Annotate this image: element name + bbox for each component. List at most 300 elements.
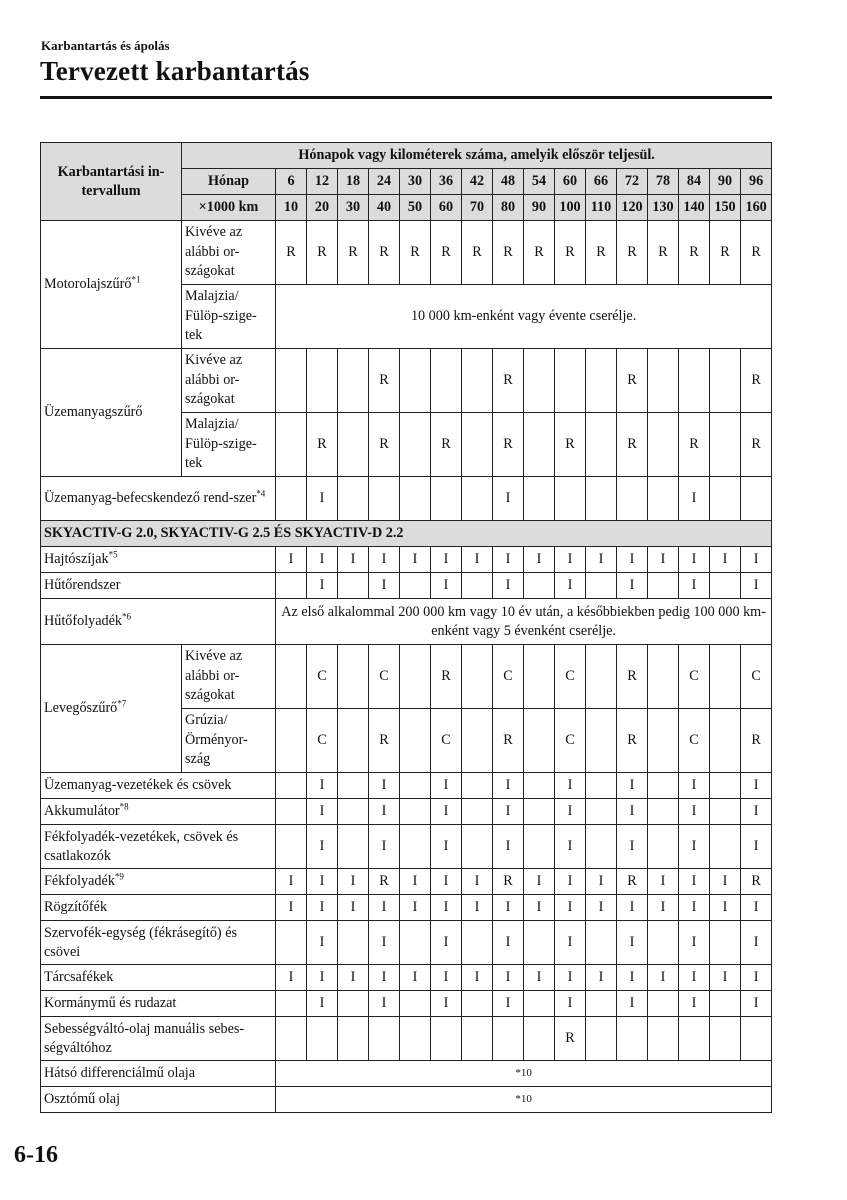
schedule-cell: I — [648, 869, 679, 895]
schedule-cell: R — [617, 413, 648, 477]
region-label: Kivéve az alábbi or-szágokat — [182, 645, 276, 709]
km-header: 90 — [524, 195, 555, 221]
schedule-cell: R — [369, 709, 400, 773]
schedule-cell: C — [431, 709, 462, 773]
item-name: Hűtőrendszer — [44, 577, 121, 593]
schedule-cell: I — [679, 773, 710, 799]
schedule-cell: I — [617, 825, 648, 869]
schedule-cell: I — [307, 991, 338, 1017]
footnote-ref: *1 — [131, 274, 141, 285]
schedule-cell: I — [679, 991, 710, 1017]
schedule-cell: I — [617, 799, 648, 825]
schedule-cell: I — [462, 547, 493, 573]
schedule-cell — [648, 477, 679, 521]
item-name: Kormánymű és rudazat — [44, 995, 177, 1011]
schedule-cell: R — [741, 413, 772, 477]
month-header: 24 — [369, 169, 400, 195]
schedule-cell: I — [369, 799, 400, 825]
schedule-cell — [462, 477, 493, 521]
schedule-cell: R — [555, 221, 586, 285]
schedule-cell: R — [741, 709, 772, 773]
schedule-cell: I — [307, 869, 338, 895]
schedule-cell: I — [555, 573, 586, 599]
item-name: Osztómű olaj — [44, 1091, 121, 1107]
schedule-cell: I — [307, 477, 338, 521]
schedule-cell: R — [307, 221, 338, 285]
schedule-cell — [617, 477, 648, 521]
schedule-cell — [369, 477, 400, 521]
schedule-cell — [555, 477, 586, 521]
schedule-cell: I — [586, 965, 617, 991]
schedule-cell — [400, 645, 431, 709]
schedule-cell — [586, 573, 617, 599]
schedule-cell: R — [307, 413, 338, 477]
schedule-cell — [307, 349, 338, 413]
schedule-cell: I — [555, 991, 586, 1017]
schedule-cell: I — [307, 921, 338, 965]
schedule-cell: R — [617, 869, 648, 895]
span-header: Hónapok vagy kilométerek száma, amelyik először teljesül. — [182, 143, 772, 169]
schedule-cell — [524, 477, 555, 521]
schedule-cell — [524, 573, 555, 599]
schedule-cell — [431, 349, 462, 413]
schedule-cell: I — [555, 869, 586, 895]
span-text: *10 — [276, 1087, 772, 1113]
month-header: 12 — [307, 169, 338, 195]
schedule-cell: I — [493, 573, 524, 599]
schedule-cell — [462, 645, 493, 709]
item-label — [41, 921, 276, 965]
schedule-cell: R — [493, 221, 524, 285]
schedule-cell: R — [338, 221, 369, 285]
km-label: ×1000 km — [182, 195, 276, 221]
span-text: *10 — [276, 1061, 772, 1087]
schedule-cell: I — [741, 991, 772, 1017]
interval-header: Karbantartási in-tervallum — [41, 143, 182, 221]
schedule-cell: C — [679, 645, 710, 709]
schedule-cell: R — [369, 349, 400, 413]
schedule-cell — [338, 709, 369, 773]
item-label — [41, 573, 276, 599]
schedule-cell — [710, 773, 741, 799]
footnote-ref: *5 — [108, 549, 118, 560]
schedule-cell: C — [555, 709, 586, 773]
item-name: Fékfolyadék-vezetékek, csövek és csatlakozók — [44, 828, 239, 864]
schedule-cell — [586, 645, 617, 709]
schedule-cell: I — [710, 869, 741, 895]
schedule-cell — [617, 1017, 648, 1061]
schedule-cell — [586, 349, 617, 413]
schedule-cell — [431, 1017, 462, 1061]
schedule-cell — [400, 709, 431, 773]
item-name: Rögzítőfék — [44, 899, 108, 915]
item-name: Hátsó differenciálmű olaja — [44, 1065, 196, 1081]
schedule-cell: I — [679, 869, 710, 895]
footnote-ref: *7 — [117, 698, 127, 709]
item-name: Levegőszűrő — [44, 700, 118, 716]
schedule-cell — [586, 825, 617, 869]
schedule-cell — [586, 773, 617, 799]
schedule-cell — [400, 573, 431, 599]
schedule-cell: I — [679, 965, 710, 991]
item-name: Üzemanyag-vezetékek és csövek — [44, 777, 232, 793]
schedule-cell: I — [617, 965, 648, 991]
region-label: Kivéve az alábbi or-szágokat — [182, 349, 276, 413]
month-header: 48 — [493, 169, 524, 195]
schedule-cell: I — [741, 547, 772, 573]
schedule-cell: I — [431, 573, 462, 599]
schedule-cell: I — [679, 895, 710, 921]
schedule-cell: I — [307, 895, 338, 921]
schedule-cell: I — [431, 773, 462, 799]
span-text: 10 000 km-enként vagy évente cserélje. — [276, 285, 772, 349]
page-title: Tervezett karbantartás — [40, 56, 310, 86]
item-name: Tárcsafékek — [44, 969, 114, 985]
schedule-cell — [400, 413, 431, 477]
schedule-cell: R — [431, 413, 462, 477]
footnote-ref: *4 — [256, 488, 266, 499]
km-header: 160 — [741, 195, 772, 221]
schedule-cell: I — [338, 547, 369, 573]
km-header: 80 — [493, 195, 524, 221]
schedule-cell: I — [524, 965, 555, 991]
month-header: 54 — [524, 169, 555, 195]
schedule-cell — [338, 573, 369, 599]
schedule-cell: I — [400, 965, 431, 991]
schedule-cell — [276, 349, 307, 413]
schedule-cell: I — [338, 895, 369, 921]
item-name: Akkumulátor — [44, 803, 120, 819]
schedule-cell: I — [741, 825, 772, 869]
schedule-cell: I — [679, 825, 710, 869]
schedule-cell: I — [617, 991, 648, 1017]
schedule-cell — [462, 825, 493, 869]
schedule-cell — [524, 645, 555, 709]
schedule-cell — [710, 799, 741, 825]
km-header: 150 — [710, 195, 741, 221]
schedule-cell: I — [431, 921, 462, 965]
schedule-cell: I — [431, 895, 462, 921]
schedule-cell: I — [710, 547, 741, 573]
schedule-cell — [276, 773, 307, 799]
schedule-cell: C — [493, 645, 524, 709]
item-name: Hajtószíjak — [44, 551, 109, 567]
item-name: Üzemanyagszűrő — [44, 404, 143, 420]
schedule-cell: I — [679, 573, 710, 599]
schedule-cell — [710, 1017, 741, 1061]
section-label: Karbantartás és ápolás — [41, 38, 170, 53]
month-header: 84 — [679, 169, 710, 195]
schedule-cell — [462, 773, 493, 799]
schedule-cell — [276, 413, 307, 477]
schedule-cell: I — [462, 965, 493, 991]
schedule-cell: I — [400, 547, 431, 573]
item-label — [41, 1087, 276, 1113]
schedule-cell: I — [741, 965, 772, 991]
schedule-cell: I — [741, 773, 772, 799]
schedule-cell — [462, 799, 493, 825]
schedule-cell: I — [524, 869, 555, 895]
schedule-cell: I — [338, 869, 369, 895]
schedule-cell — [710, 709, 741, 773]
schedule-cell: I — [338, 965, 369, 991]
schedule-cell: I — [741, 921, 772, 965]
schedule-cell: C — [555, 645, 586, 709]
schedule-cell: R — [369, 869, 400, 895]
schedule-cell — [400, 825, 431, 869]
month-header: 72 — [617, 169, 648, 195]
schedule-cell: I — [493, 799, 524, 825]
schedule-cell — [710, 825, 741, 869]
schedule-cell — [710, 991, 741, 1017]
schedule-cell: I — [555, 773, 586, 799]
schedule-cell: R — [679, 221, 710, 285]
km-header: 30 — [338, 195, 369, 221]
km-header: 110 — [586, 195, 617, 221]
schedule-cell: I — [369, 773, 400, 799]
schedule-cell — [462, 709, 493, 773]
schedule-cell — [400, 349, 431, 413]
schedule-cell: I — [586, 547, 617, 573]
schedule-cell: I — [307, 547, 338, 573]
schedule-cell: R — [431, 645, 462, 709]
schedule-cell: I — [493, 991, 524, 1017]
schedule-cell: I — [648, 965, 679, 991]
schedule-cell — [276, 645, 307, 709]
schedule-cell — [276, 1017, 307, 1061]
schedule-cell: C — [307, 709, 338, 773]
schedule-cell — [648, 349, 679, 413]
schedule-cell: I — [741, 895, 772, 921]
schedule-cell: R — [710, 221, 741, 285]
month-header: 90 — [710, 169, 741, 195]
month-header: 18 — [338, 169, 369, 195]
schedule-cell — [338, 773, 369, 799]
schedule-cell — [400, 921, 431, 965]
schedule-cell — [524, 921, 555, 965]
schedule-cell: I — [741, 573, 772, 599]
schedule-cell: I — [493, 965, 524, 991]
schedule-cell — [679, 1017, 710, 1061]
schedule-cell: I — [307, 573, 338, 599]
schedule-cell — [338, 477, 369, 521]
schedule-cell — [338, 1017, 369, 1061]
km-header: 20 — [307, 195, 338, 221]
schedule-cell — [338, 349, 369, 413]
schedule-cell: I — [555, 965, 586, 991]
schedule-cell: I — [369, 965, 400, 991]
month-header: 36 — [431, 169, 462, 195]
schedule-cell — [648, 921, 679, 965]
schedule-cell: I — [524, 895, 555, 921]
km-header: 40 — [369, 195, 400, 221]
schedule-cell — [369, 1017, 400, 1061]
item-name: Motorolajszűrő — [44, 276, 132, 292]
schedule-cell: I — [617, 921, 648, 965]
km-header: 120 — [617, 195, 648, 221]
month-header: 60 — [555, 169, 586, 195]
schedule-cell — [462, 573, 493, 599]
region-label: Grúzia/ Örményor-szág — [182, 709, 276, 773]
schedule-cell: R — [555, 413, 586, 477]
schedule-cell: I — [431, 799, 462, 825]
schedule-cell — [524, 1017, 555, 1061]
schedule-cell — [648, 825, 679, 869]
schedule-cell: I — [679, 547, 710, 573]
schedule-cell: I — [462, 869, 493, 895]
schedule-cell — [400, 991, 431, 1017]
item-name: Üzemanyag-befecskendező rend-szer — [44, 490, 257, 506]
schedule-cell — [524, 825, 555, 869]
schedule-cell — [710, 413, 741, 477]
region-label: Kivéve az alábbi or-szágokat — [182, 221, 276, 285]
km-header: 10 — [276, 195, 307, 221]
schedule-cell — [710, 645, 741, 709]
schedule-cell: R — [462, 221, 493, 285]
schedule-cell: R — [617, 221, 648, 285]
schedule-cell: I — [555, 547, 586, 573]
schedule-cell — [276, 991, 307, 1017]
schedule-cell — [524, 773, 555, 799]
schedule-cell — [462, 921, 493, 965]
schedule-cell — [276, 477, 307, 521]
schedule-cell — [710, 477, 741, 521]
schedule-cell: I — [586, 869, 617, 895]
schedule-cell — [338, 645, 369, 709]
item-name: Sebességváltó-olaj manuális sebes-ségváltóhoz — [44, 1020, 245, 1056]
schedule-cell: I — [710, 965, 741, 991]
schedule-cell: I — [369, 825, 400, 869]
schedule-cell — [710, 573, 741, 599]
schedule-cell — [462, 413, 493, 477]
schedule-cell: R — [617, 709, 648, 773]
page-number: 6-16 — [14, 1142, 58, 1168]
schedule-cell: I — [307, 773, 338, 799]
item-name: Szervofék-egység (fékrásegítő) és csövei — [44, 924, 238, 960]
schedule-cell — [524, 709, 555, 773]
schedule-cell: C — [679, 709, 710, 773]
schedule-cell: I — [276, 965, 307, 991]
schedule-cell: R — [493, 413, 524, 477]
schedule-cell: I — [307, 799, 338, 825]
footnote-ref: *9 — [114, 871, 124, 882]
schedule-cell: I — [617, 773, 648, 799]
schedule-cell: I — [369, 895, 400, 921]
schedule-cell: R — [493, 709, 524, 773]
maintenance-schedule-table — [40, 142, 772, 1113]
schedule-cell: I — [493, 921, 524, 965]
region-label: Malajzia/ Fülöp-szige-tek — [182, 285, 276, 349]
schedule-cell — [276, 573, 307, 599]
schedule-cell — [586, 477, 617, 521]
schedule-cell: I — [462, 895, 493, 921]
schedule-cell — [741, 1017, 772, 1061]
schedule-cell: I — [710, 895, 741, 921]
schedule-cell — [586, 799, 617, 825]
schedule-cell — [648, 709, 679, 773]
item-label — [41, 799, 276, 825]
item-label — [41, 599, 276, 645]
schedule-cell: R — [524, 221, 555, 285]
schedule-cell — [710, 921, 741, 965]
schedule-cell: I — [369, 921, 400, 965]
schedule-cell: I — [524, 547, 555, 573]
schedule-cell: I — [617, 895, 648, 921]
schedule-cell: R — [617, 349, 648, 413]
schedule-cell — [307, 1017, 338, 1061]
schedule-cell: I — [276, 869, 307, 895]
group-heading: SKYACTIV-G 2.0, SKYACTIV-G 2.5 ÉS SKYACTIV-D 2.2 — [41, 521, 772, 547]
schedule-cell: I — [617, 547, 648, 573]
schedule-cell: I — [400, 895, 431, 921]
title-rule — [40, 96, 772, 99]
schedule-cell: I — [493, 477, 524, 521]
schedule-cell — [679, 349, 710, 413]
schedule-cell — [338, 825, 369, 869]
schedule-cell: I — [431, 547, 462, 573]
schedule-cell: I — [741, 799, 772, 825]
schedule-cell — [648, 413, 679, 477]
schedule-cell — [586, 413, 617, 477]
month-header: 78 — [648, 169, 679, 195]
schedule-cell — [586, 1017, 617, 1061]
item-label — [41, 773, 276, 799]
schedule-cell — [586, 921, 617, 965]
month-header: 96 — [741, 169, 772, 195]
schedule-cell — [338, 921, 369, 965]
schedule-cell: R — [431, 221, 462, 285]
schedule-cell: R — [741, 869, 772, 895]
schedule-cell: I — [431, 869, 462, 895]
schedule-cell — [555, 349, 586, 413]
footnote-ref: *8 — [119, 801, 129, 812]
schedule-cell: I — [555, 825, 586, 869]
schedule-cell: I — [493, 547, 524, 573]
item-label — [41, 645, 182, 773]
item-label — [41, 991, 276, 1017]
schedule-cell: R — [555, 1017, 586, 1061]
schedule-cell — [276, 921, 307, 965]
schedule-cell: I — [679, 921, 710, 965]
schedule-cell: C — [741, 645, 772, 709]
schedule-cell: I — [679, 477, 710, 521]
schedule-cell: I — [369, 573, 400, 599]
schedule-cell: I — [648, 547, 679, 573]
schedule-cell: I — [493, 825, 524, 869]
schedule-cell: I — [307, 825, 338, 869]
schedule-cell — [741, 477, 772, 521]
schedule-cell: R — [586, 221, 617, 285]
schedule-cell — [710, 349, 741, 413]
month-header: 42 — [462, 169, 493, 195]
footnote-ref: *6 — [122, 611, 132, 622]
schedule-cell — [524, 991, 555, 1017]
item-name: Hűtőfolyadék — [44, 613, 123, 629]
schedule-cell — [400, 799, 431, 825]
schedule-cell — [338, 799, 369, 825]
schedule-cell: R — [400, 221, 431, 285]
schedule-cell: R — [276, 221, 307, 285]
schedule-cell — [276, 825, 307, 869]
schedule-cell: I — [555, 895, 586, 921]
month-header: 6 — [276, 169, 307, 195]
item-label — [41, 477, 276, 521]
schedule-cell — [648, 573, 679, 599]
schedule-cell: I — [493, 773, 524, 799]
schedule-cell — [400, 773, 431, 799]
region-label: Malajzia/ Fülöp-szige-tek — [182, 413, 276, 477]
item-label — [41, 349, 182, 477]
